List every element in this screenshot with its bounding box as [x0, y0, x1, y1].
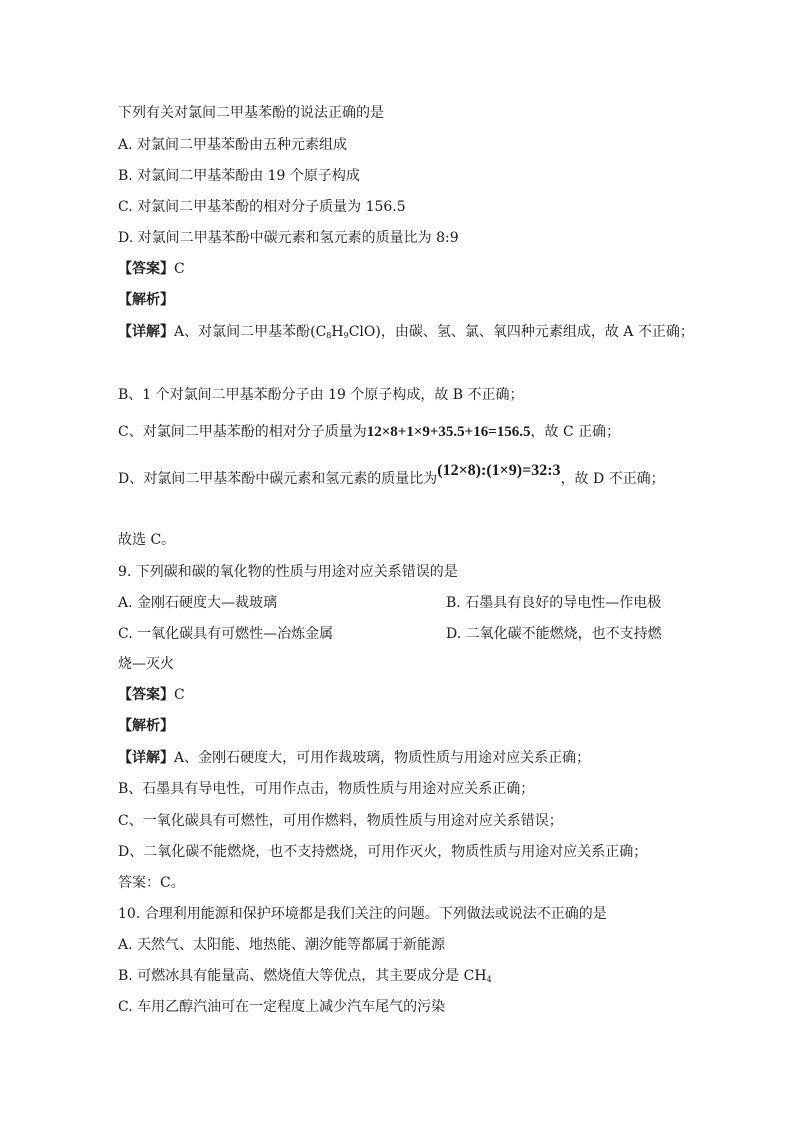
- q8-option-a: A. 对氯间二甲基苯酚由五种元素组成: [118, 137, 348, 153]
- q9-answer: [118, 686, 185, 704]
- q9-stem: 9. 下列碳和碳的氧化物的性质与用途对应关系错误的是: [118, 564, 458, 580]
- detail-a-post: ClO)，由碳、氢、氯、氧四种元素组成，故 A 不正确；: [348, 324, 694, 340]
- q8-detail-b: B、1 个对氯间二甲基苯酚分子由 19 个原子构成，故 B 不正确；: [118, 387, 524, 403]
- q10-stem: 10. 合理利用能源和保护环境都是我们关注的问题。下列做法或说法不正确的是: [118, 906, 607, 922]
- answer-tag: 【答案】: [118, 687, 174, 703]
- detail-c-formula: 12×8+1×9+35.5+16=156.5: [366, 424, 531, 440]
- q8-analysis-tag: 【解析】: [118, 292, 174, 308]
- q10-option-b: [118, 967, 492, 989]
- q9-option-d-line2: 烧—灭火: [118, 656, 174, 672]
- q8-option-d: D. 对氯间二甲基苯酚中碳元素和氢元素的质量比为 8:9: [118, 230, 459, 246]
- q9-detail-a: [118, 749, 590, 767]
- q8-conclusion: 故选 C。: [118, 532, 176, 548]
- q9-option-a: A. 金刚石硬度大—裁玻璃: [118, 595, 278, 611]
- detail-tag: 【详解】: [118, 750, 174, 766]
- q9-option-c: C. 一氧化碳具有可燃性—冶炼金属: [118, 626, 334, 642]
- detail-tag: 【详解】: [118, 324, 174, 340]
- q9-detail-d: D、二氧化碳不能燃烧，也不支持燃烧，可用作灭火，物质性质与用途对应关系正确；: [118, 844, 648, 860]
- detail-d-formula: (12×8):(1×9)=32:3: [437, 462, 561, 479]
- q9-detail-b: B、石墨具有导电性，可用作点击，物质性质与用途对应关系正确；: [118, 781, 535, 797]
- detail-d-post: ，故 D 不正确；: [560, 471, 665, 487]
- q9-conclusion: 答案：C。: [118, 875, 185, 891]
- q8-option-c: C. 对氯间二甲基苯酚的相对分子质量为 156.5: [118, 199, 406, 215]
- q8-detail-d: [118, 462, 665, 488]
- detail-c-pre: C、对氯间二甲基苯酚的相对分子质量为: [118, 424, 367, 440]
- formula-c-sub: 8: [326, 331, 332, 340]
- answer-value: C: [174, 261, 185, 277]
- q8-stem: 下列有关对氯间二甲基苯酚的说法正确的是: [118, 105, 384, 121]
- option-b-text: B. 可燃冰具有能量高、燃烧值大等优点，其主要成分是 CH: [118, 968, 487, 984]
- detail-c-post: ，故 C 正确；: [530, 424, 621, 440]
- q8-detail-a: [118, 323, 694, 345]
- q8-detail-c: [118, 423, 620, 441]
- detail-a-pre: A、对氯间二甲基苯酚(C: [174, 324, 327, 340]
- q10-option-c: C. 车用乙醇汽油可在一定程度上减少汽车尾气的污染: [118, 999, 446, 1015]
- ch4-subscript: 4: [486, 975, 492, 984]
- q9-analysis-tag: 【解析】: [118, 718, 174, 734]
- detail-d-pre: D、对氯间二甲基苯酚中碳元素和氢元素的质量比为: [118, 471, 438, 487]
- formula-h: H: [331, 324, 344, 340]
- q8-option-b: B. 对氯间二甲基苯酚由 19 个原子构成: [118, 168, 360, 184]
- formula-h-sub: 9: [343, 331, 349, 340]
- answer-value: C: [174, 687, 185, 703]
- q9-option-b: B. 石墨具有良好的导电性—作电极: [446, 595, 662, 611]
- q9-option-d-line1: D. 二氧化碳不能燃烧，也不支持燃: [446, 626, 662, 642]
- q9-detail-c: C、一氧化碳具有可燃性，可用作燃料，物质性质与用途对应关系错误；: [118, 813, 563, 829]
- q10-option-a: A. 天然气、太阳能、地热能、潮汐能等都属于新能源: [118, 937, 446, 953]
- answer-tag: 【答案】: [118, 261, 174, 277]
- detail-a-text: A、金刚石硬度大，可用作裁玻璃，物质性质与用途对应关系正确；: [174, 750, 591, 766]
- q8-answer: [118, 260, 185, 278]
